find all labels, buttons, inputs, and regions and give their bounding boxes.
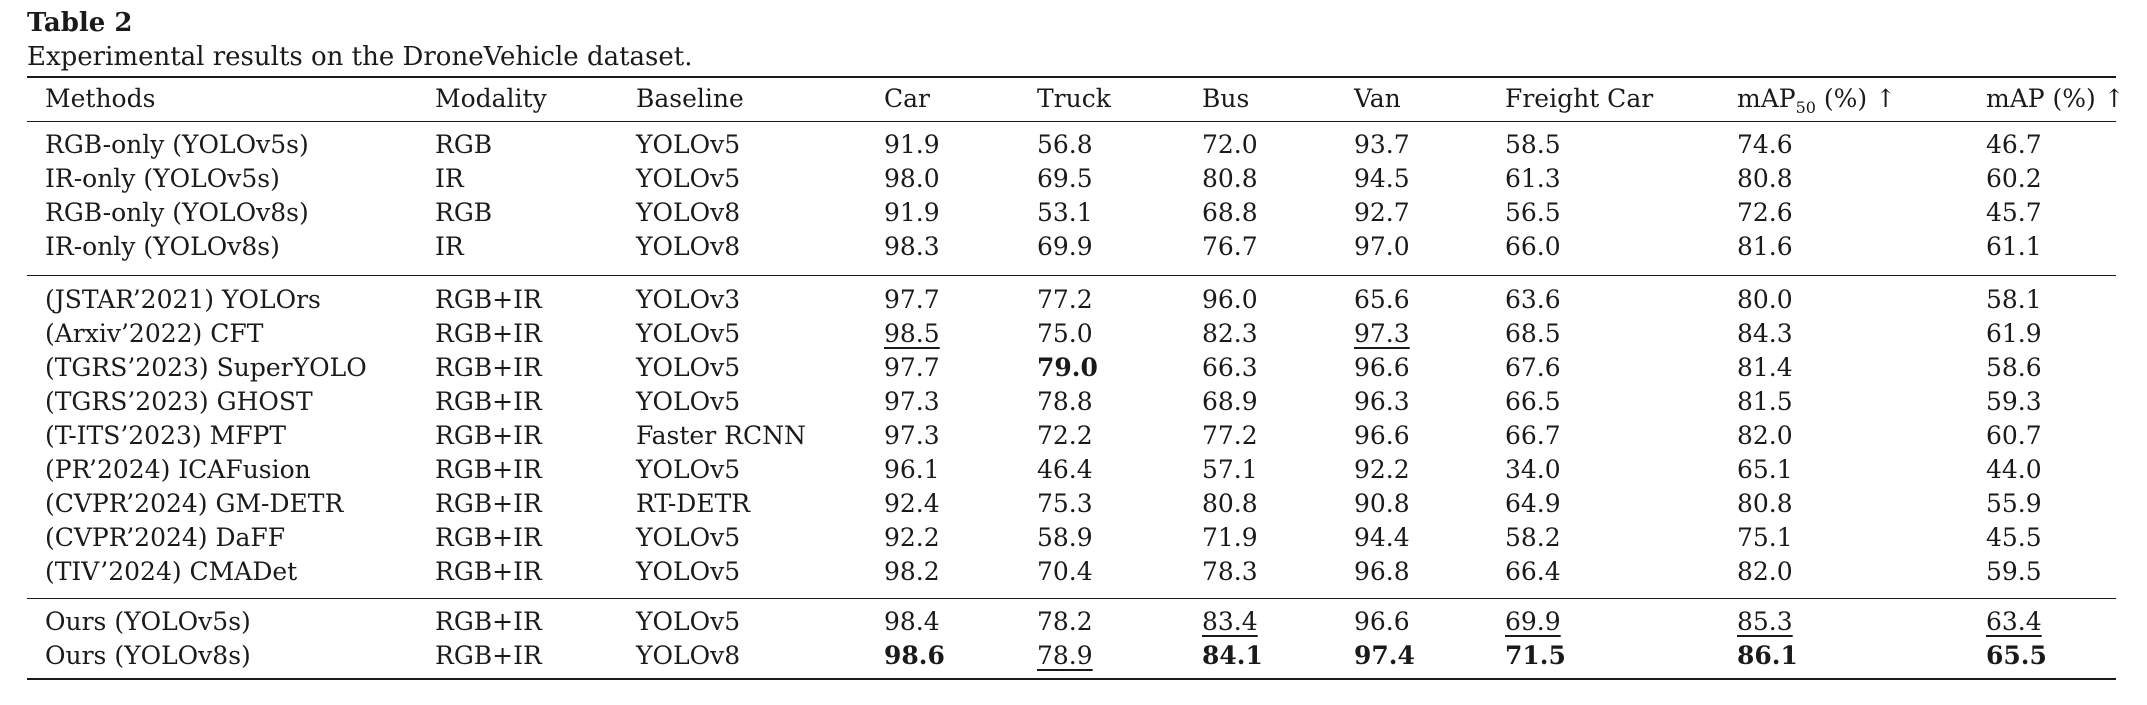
cell-map: 45.5 (1986, 523, 2042, 552)
cell-car: 97.7 (884, 285, 940, 314)
cell-modality: RGB (435, 198, 493, 227)
table-row (0, 230, 2147, 264)
cell-modality: RGB+IR (435, 489, 542, 518)
cell-map50: 74.6 (1737, 130, 1793, 159)
cell-method: Ours (YOLOv5s) (45, 607, 251, 636)
cell-freight-car: 61.3 (1505, 164, 1561, 193)
header-rule (27, 121, 2116, 122)
header-truck: Truck (1037, 84, 1111, 113)
cell-freight-car: 68.5 (1505, 319, 1561, 348)
cell-method: (TGRS’2023) GHOST (45, 387, 313, 416)
cell-baseline: YOLOv8 (636, 232, 741, 261)
cell-car: 92.4 (884, 489, 940, 518)
cell-method: (TGRS’2023) SuperYOLO (45, 353, 367, 382)
cell-baseline: YOLOv5 (636, 353, 741, 382)
cell-method: (CVPR’2024) DaFF (45, 523, 286, 552)
cell-bus: 57.1 (1202, 455, 1258, 484)
cell-map50: 80.8 (1737, 164, 1793, 193)
cell-method: RGB-only (YOLOv8s) (45, 198, 309, 227)
cell-baseline: YOLOv5 (636, 319, 741, 348)
cell-truck: 46.4 (1037, 455, 1093, 484)
cell-map50: 85.3 (1737, 607, 1793, 636)
cell-baseline: YOLOv5 (636, 557, 741, 586)
cell-freight-car: 66.0 (1505, 232, 1561, 261)
header-methods: Methods (45, 84, 156, 113)
cell-truck: 79.0 (1037, 353, 1098, 382)
cell-bus: 68.9 (1202, 387, 1258, 416)
cell-method: (JSTAR’2021) YOLOrs (45, 285, 321, 314)
cell-van: 93.7 (1354, 130, 1410, 159)
cell-bus: 77.2 (1202, 421, 1258, 450)
cell-map50: 65.1 (1737, 455, 1793, 484)
cell-map50: 81.4 (1737, 353, 1793, 382)
cell-bus: 84.1 (1202, 641, 1263, 670)
cell-bus: 66.3 (1202, 353, 1258, 382)
cell-truck: 70.4 (1037, 557, 1093, 586)
cell-freight-car: 56.5 (1505, 198, 1561, 227)
table-row (0, 283, 2147, 317)
cell-method: (Arxiv’2022) CFT (45, 319, 264, 348)
cell-map50: 75.1 (1737, 523, 1793, 552)
header-baseline: Baseline (636, 84, 744, 113)
cell-map: 63.4 (1986, 607, 2042, 636)
cell-baseline: RT-DETR (636, 489, 751, 518)
header-modality: Modality (435, 84, 547, 113)
cell-freight-car: 66.7 (1505, 421, 1561, 450)
cell-car: 98.4 (884, 607, 940, 636)
table-row (0, 162, 2147, 196)
cell-van: 94.4 (1354, 523, 1410, 552)
cell-bus: 71.9 (1202, 523, 1258, 552)
cell-baseline: YOLOv5 (636, 387, 741, 416)
cell-freight-car: 64.9 (1505, 489, 1561, 518)
top-rule (27, 76, 2116, 78)
cell-modality: RGB+IR (435, 285, 542, 314)
cell-method: RGB-only (YOLOv5s) (45, 130, 309, 159)
table-row (0, 351, 2147, 385)
table-row (0, 317, 2147, 351)
cell-truck: 78.2 (1037, 607, 1093, 636)
cell-van: 96.6 (1354, 353, 1410, 382)
table-row (0, 453, 2147, 487)
cell-car: 97.3 (884, 387, 940, 416)
table-header-row (0, 82, 2147, 116)
cell-van: 90.8 (1354, 489, 1410, 518)
header-map50-prefix: mAP (1737, 84, 1796, 113)
cell-method: (T-ITS’2023) MFPT (45, 421, 287, 450)
cell-car: 98.6 (884, 641, 945, 670)
cell-freight-car: 34.0 (1505, 455, 1561, 484)
cell-truck: 77.2 (1037, 285, 1093, 314)
cell-truck: 53.1 (1037, 198, 1093, 227)
cell-bus: 83.4 (1202, 607, 1258, 636)
cell-car: 97.3 (884, 421, 940, 450)
cell-method: IR-only (YOLOv5s) (45, 164, 280, 193)
header-car: Car (884, 84, 930, 113)
cell-car: 91.9 (884, 198, 940, 227)
cell-van: 92.2 (1354, 455, 1410, 484)
cell-map: 59.5 (1986, 557, 2042, 586)
bottom-rule (27, 678, 2116, 680)
header-map50-suffix: (%) ↑ (1815, 84, 1897, 113)
cell-map: 58.1 (1986, 285, 2042, 314)
cell-map: 46.7 (1986, 130, 2042, 159)
cell-baseline: YOLOv8 (636, 641, 741, 670)
cell-baseline: YOLOv8 (636, 198, 741, 227)
cell-truck: 69.5 (1037, 164, 1093, 193)
cell-truck: 78.9 (1037, 641, 1093, 670)
header-map: mAP (%) ↑ (1986, 84, 2125, 113)
cell-method: Ours (YOLOv8s) (45, 641, 251, 670)
cell-modality: RGB+IR (435, 557, 542, 586)
cell-map50: 84.3 (1737, 319, 1793, 348)
cell-van: 96.8 (1354, 557, 1410, 586)
cell-method: (TIV’2024) CMADet (45, 557, 298, 586)
cell-modality: IR (435, 232, 464, 261)
cell-modality: RGB (435, 130, 493, 159)
cell-method: (CVPR’2024) GM-DETR (45, 489, 344, 518)
cell-modality: IR (435, 164, 464, 193)
cell-van: 96.3 (1354, 387, 1410, 416)
cell-bus: 68.8 (1202, 198, 1258, 227)
table-row (0, 639, 2147, 673)
cell-map50: 86.1 (1737, 641, 1798, 670)
cell-freight-car: 67.6 (1505, 353, 1561, 382)
cell-truck: 75.0 (1037, 319, 1093, 348)
cell-baseline: YOLOv5 (636, 164, 741, 193)
cell-freight-car: 66.4 (1505, 557, 1561, 586)
header-van: Van (1354, 84, 1401, 113)
table-caption (27, 6, 692, 74)
cell-map50: 81.6 (1737, 232, 1793, 261)
cell-bus: 76.7 (1202, 232, 1258, 261)
header-map50 (1737, 82, 1896, 116)
cell-car: 98.3 (884, 232, 940, 261)
table-row (0, 128, 2147, 162)
cell-truck: 72.2 (1037, 421, 1093, 450)
cell-modality: RGB+IR (435, 353, 542, 382)
cell-map: 45.7 (1986, 198, 2042, 227)
cell-bus: 96.0 (1202, 285, 1258, 314)
table-row (0, 605, 2147, 639)
cell-freight-car: 69.9 (1505, 607, 1561, 636)
cell-freight-car: 63.6 (1505, 285, 1561, 314)
cell-car: 98.2 (884, 557, 940, 586)
cell-van: 97.4 (1354, 641, 1415, 670)
cell-map50: 81.5 (1737, 387, 1793, 416)
cell-truck: 56.8 (1037, 130, 1093, 159)
cell-map: 44.0 (1986, 455, 2042, 484)
cell-modality: RGB+IR (435, 319, 542, 348)
cell-truck: 58.9 (1037, 523, 1093, 552)
cell-modality: RGB+IR (435, 641, 542, 670)
cell-map50: 82.0 (1737, 421, 1793, 450)
cell-bus: 78.3 (1202, 557, 1258, 586)
cell-car: 91.9 (884, 130, 940, 159)
cell-van: 96.6 (1354, 421, 1410, 450)
cell-map: 55.9 (1986, 489, 2042, 518)
cell-map50: 80.8 (1737, 489, 1793, 518)
cell-bus: 80.8 (1202, 489, 1258, 518)
cell-map: 61.1 (1986, 232, 2042, 261)
cell-freight-car: 58.2 (1505, 523, 1561, 552)
cell-freight-car: 71.5 (1505, 641, 1566, 670)
table-row (0, 196, 2147, 230)
cell-baseline: YOLOv5 (636, 523, 741, 552)
cell-modality: RGB+IR (435, 455, 542, 484)
cell-modality: RGB+IR (435, 387, 542, 416)
cell-method: IR-only (YOLOv8s) (45, 232, 280, 261)
cell-car: 98.5 (884, 319, 940, 348)
cell-baseline: YOLOv5 (636, 607, 741, 636)
cell-map: 61.9 (1986, 319, 2042, 348)
cell-truck: 69.9 (1037, 232, 1093, 261)
cell-bus: 82.3 (1202, 319, 1258, 348)
header-freight-car: Freight Car (1505, 84, 1654, 113)
cell-map: 60.2 (1986, 164, 2042, 193)
cell-method: (PR’2024) ICAFusion (45, 455, 311, 484)
table-row (0, 555, 2147, 589)
cell-modality: RGB+IR (435, 607, 542, 636)
cell-baseline: YOLOv3 (636, 285, 741, 314)
group-rule-1 (27, 275, 2116, 276)
table-row (0, 385, 2147, 419)
table-label: Table 2 (27, 8, 133, 38)
cell-truck: 78.8 (1037, 387, 1093, 416)
cell-map50: 82.0 (1737, 557, 1793, 586)
cell-modality: RGB+IR (435, 421, 542, 450)
cell-baseline: YOLOv5 (636, 130, 741, 159)
table-caption-text: Experimental results on the DroneVehicle dataset. (27, 42, 693, 72)
group-rule-2 (27, 598, 2116, 599)
cell-modality: RGB+IR (435, 523, 542, 552)
header-map50-subscript: 50 (1795, 98, 1816, 117)
cell-baseline: YOLOv5 (636, 455, 741, 484)
cell-map: 60.7 (1986, 421, 2042, 450)
table-row (0, 487, 2147, 521)
cell-van: 97.3 (1354, 319, 1410, 348)
cell-map50: 72.6 (1737, 198, 1793, 227)
cell-map: 58.6 (1986, 353, 2042, 382)
cell-baseline: Faster RCNN (636, 421, 806, 450)
cell-van: 94.5 (1354, 164, 1410, 193)
cell-bus: 80.8 (1202, 164, 1258, 193)
cell-truck: 75.3 (1037, 489, 1093, 518)
cell-freight-car: 58.5 (1505, 130, 1561, 159)
cell-map: 65.5 (1986, 641, 2047, 670)
cell-van: 65.6 (1354, 285, 1410, 314)
cell-van: 97.0 (1354, 232, 1410, 261)
cell-van: 92.7 (1354, 198, 1410, 227)
cell-map50: 80.0 (1737, 285, 1793, 314)
cell-car: 92.2 (884, 523, 940, 552)
cell-car: 96.1 (884, 455, 940, 484)
cell-car: 98.0 (884, 164, 940, 193)
cell-freight-car: 66.5 (1505, 387, 1561, 416)
header-bus: Bus (1202, 84, 1250, 113)
cell-van: 96.6 (1354, 607, 1410, 636)
cell-bus: 72.0 (1202, 130, 1258, 159)
table-row (0, 419, 2147, 453)
cell-map: 59.3 (1986, 387, 2042, 416)
table-row (0, 521, 2147, 555)
cell-car: 97.7 (884, 353, 940, 382)
